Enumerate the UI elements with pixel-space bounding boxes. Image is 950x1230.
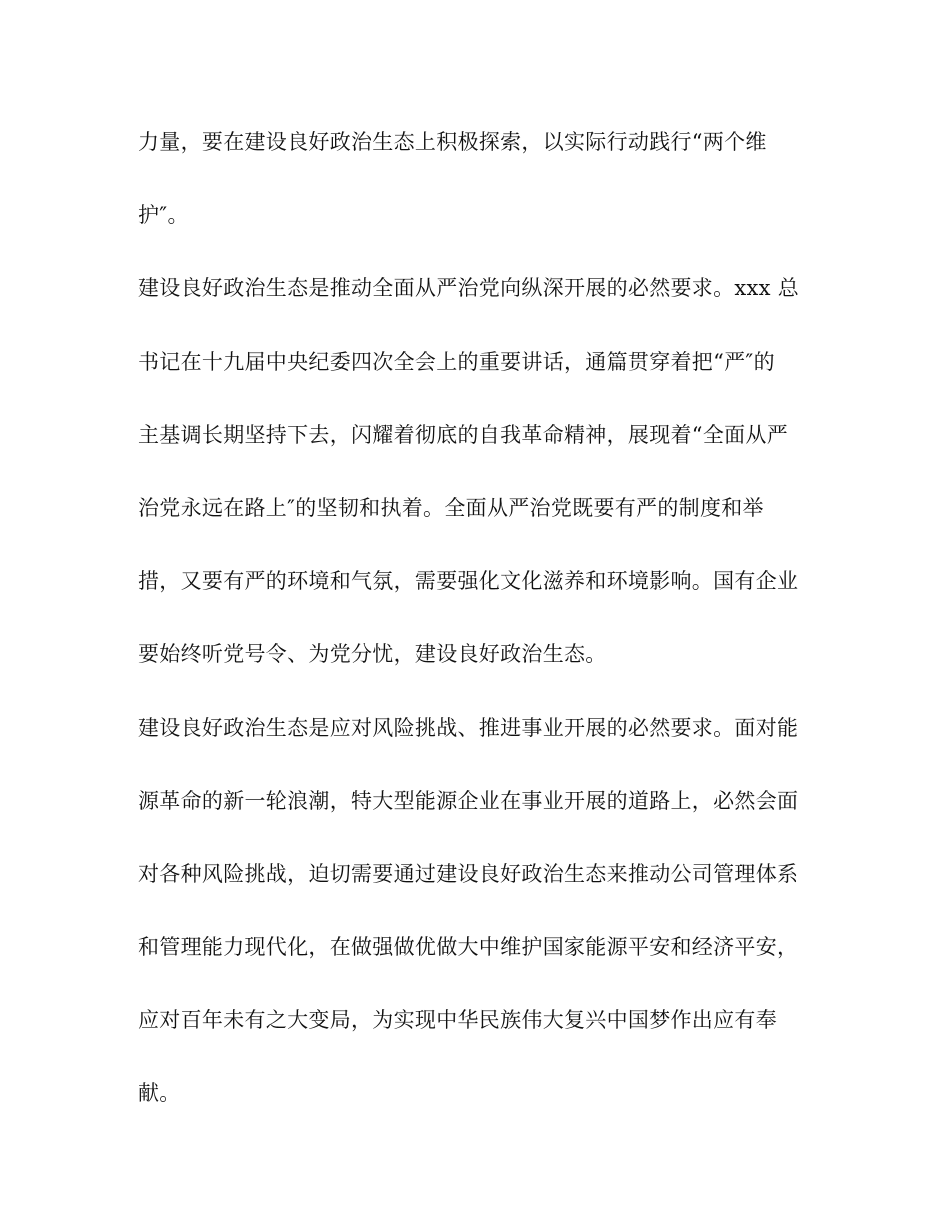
text-line: 和管理能力现代化，在做强做优做大中维护国家能源平安和经济平安， (138, 935, 799, 960)
text-line: 建设良好政治生态是应对风险挑战、推进事业开展的必然要求。面对能 (138, 715, 799, 740)
text-line: 力量，要在建设良好政治生态上积极探索，以实际行动践行“两个维 (138, 130, 767, 154)
text-line: 源革命的新一轮浪潮，特大型能源企业在事业开展的道路上，必然会面 (138, 788, 799, 813)
document-body (138, 124, 818, 1149)
text-line: 对各种风险挑战，迫切需要通过建设良好政治生态来推动公司管理体系 (138, 861, 799, 886)
text-line: 治党永远在路上″的坚韧和执着。全面从严治党既要有严的制度和举 (138, 495, 764, 520)
text-line: 应对百年未有之大变局，为实现中华民族伟大复兴中国梦作出应有奉 (138, 1008, 777, 1033)
text-line: 书记在十九届中央纪委四次全会上的重要讲话，通篇贯穿着把“严″的 (138, 349, 775, 374)
text-line: 建设良好政治生态是推动全面从严治党向纵深开展的必然要求。xxx 总 (138, 276, 800, 301)
text-line: 措，又要有严的环境和气氛，需要强化文化滋养和环境影响。国有企业 (138, 569, 799, 594)
text-line: 要始终听党号令、为党分忧，建设良好政治生态。 (138, 642, 607, 667)
text-line: 主基调长期坚持下去，闪耀着彻底的自我革命精神，展现着“全面从严 (138, 422, 789, 447)
text-line: 护″。 (138, 203, 189, 228)
text-line: 献。 (138, 1081, 181, 1106)
